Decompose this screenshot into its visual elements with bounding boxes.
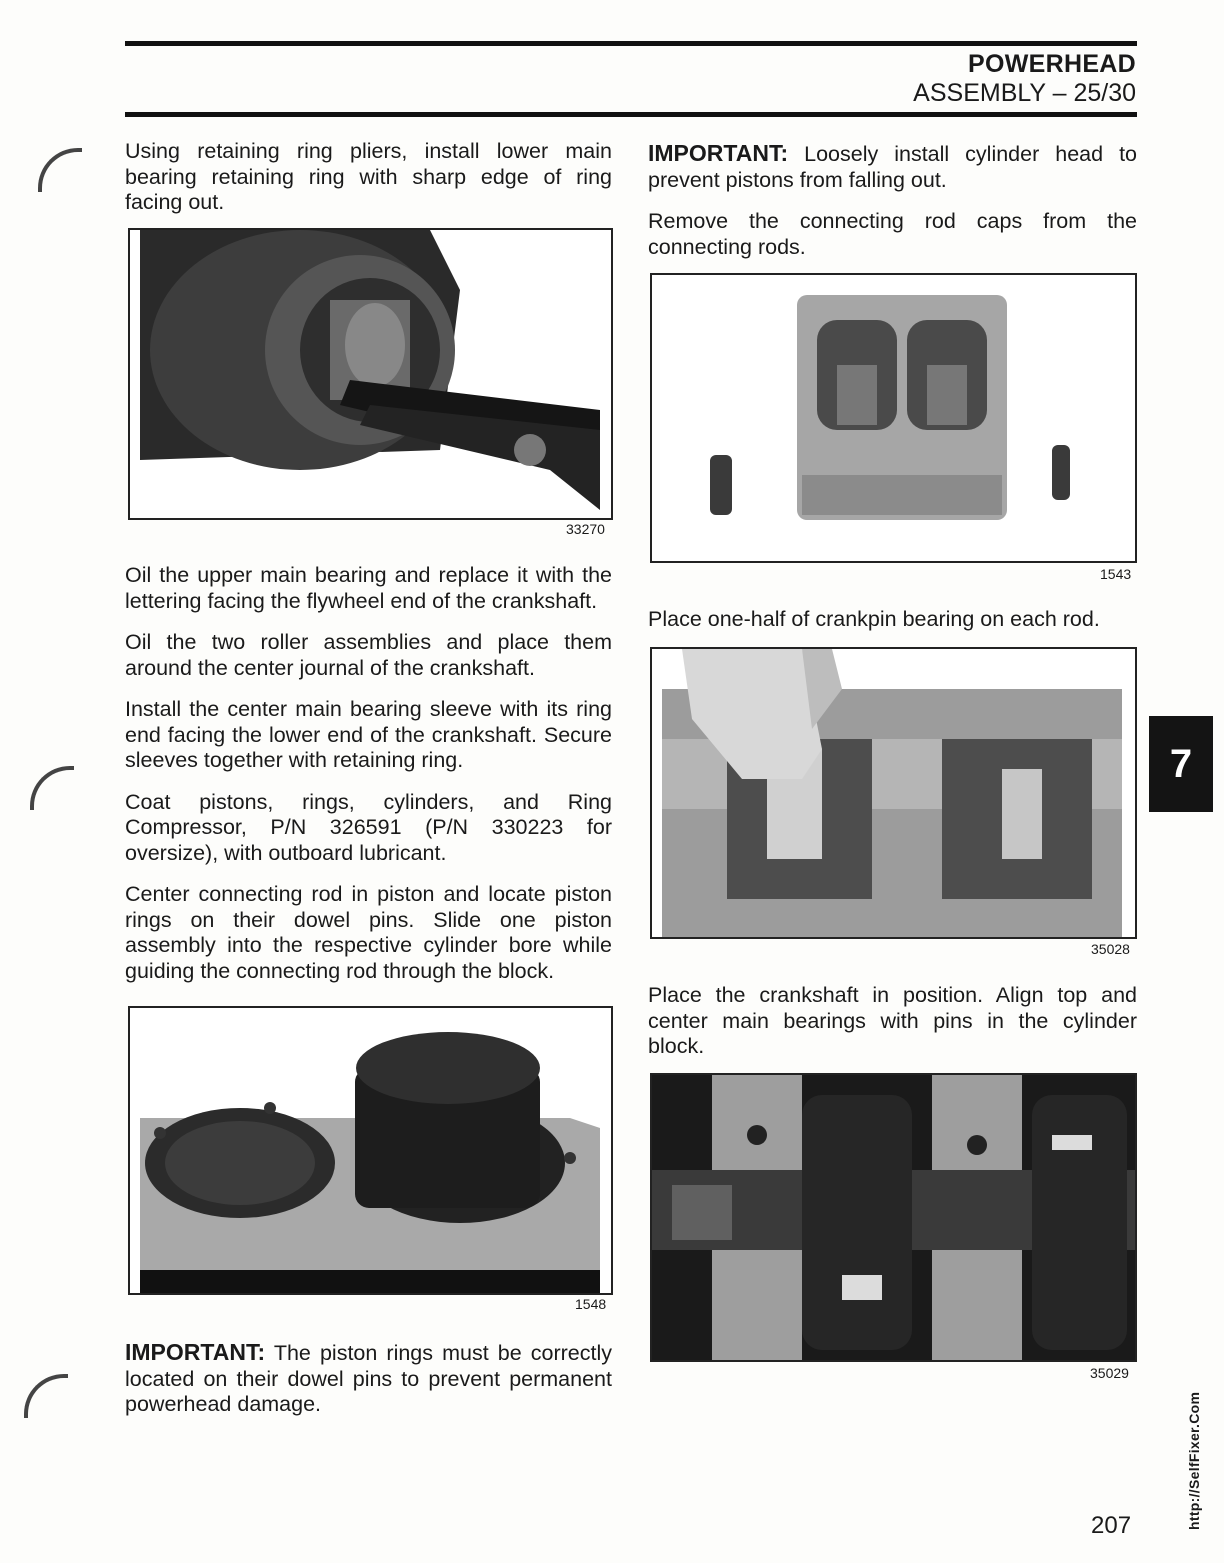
figure-connecting-rod-caps [650, 273, 1137, 563]
important-label: IMPORTANT: [648, 140, 789, 166]
paragraph-text: Remove the connecting rod caps from the connecting rods. [648, 209, 1137, 259]
figure-crankshaft-in-block [650, 1073, 1137, 1362]
paragraph-text: Oil the upper main bearing and replace it with the lettering facing the flywheel end of the crankshaft. [125, 563, 612, 613]
figure-piston-in-cylinder [128, 1006, 613, 1295]
figure-number: 35028 [1091, 941, 1130, 957]
paragraph-text: Coat pistons, rings, cylinders, and Ring Compressor, P/N 326591 (P/N 330223 for oversize), with outboard lubricant. [125, 789, 612, 865]
figure-retaining-ring-pliers [128, 228, 613, 520]
important-text: The piston rings must be correctly located on their dowel pins to prevent permanent powerhead damage. [125, 1341, 612, 1416]
website-watermark: http://SelfFixer.Com [1186, 1391, 1202, 1530]
paragraph-text: Using retaining ring pliers, install lower main bearing retaining ring with sharp edge of ring facing out. [125, 139, 612, 214]
section-subtitle: ASSEMBLY – 25/30 [913, 79, 1136, 107]
important-label: IMPORTANT: [125, 1339, 266, 1365]
paragraph-text: Install the center main bearing sleeve with its ring end facing the lower end of the crankshaft. Secure sleeves together with retaining ring. [125, 697, 612, 772]
right-paragraph-2 [648, 607, 1137, 633]
binder-hole-top [38, 148, 82, 192]
section-title: POWERHEAD [968, 50, 1136, 78]
paragraph-text: Place one-half of crankpin bearing on each rod. [648, 607, 1100, 631]
binder-hole-bottom [24, 1374, 68, 1418]
figure-crankpin-bearing [650, 647, 1137, 939]
right-important-note [648, 141, 1137, 260]
chapter-tab: 7 [1149, 716, 1213, 812]
page-number: 207 [1091, 1512, 1132, 1539]
figure-number: 35029 [1090, 1365, 1129, 1381]
binder-hole-middle [30, 766, 74, 810]
figure-number: 1548 [575, 1296, 607, 1312]
right-paragraph-3 [648, 983, 1137, 1060]
important-text: Loosely install cylinder head to prevent pistons from falling out. [648, 142, 1137, 192]
paragraph-text: Place the crankshaft in position. Align top and center main bearings with pins in the cylinder block. [648, 983, 1137, 1058]
header-rule-top [125, 41, 1137, 46]
paragraph-text: Oil the two roller assemblies and place them around the center journal of the crankshaft. [125, 630, 612, 680]
figure-number: 33270 [566, 521, 605, 537]
left-paragraphs [125, 563, 612, 984]
left-paragraph-1 [125, 139, 612, 216]
figure-number: 1543 [1100, 566, 1132, 582]
paragraph-text: Center connecting rod in piston and locate piston rings on their dowel pins. Slide one piston assembly into the respective cylinder bore while guiding the connecting rod through the block. [125, 882, 612, 983]
header-rule-bottom [125, 112, 1137, 117]
left-important-note [125, 1340, 612, 1418]
